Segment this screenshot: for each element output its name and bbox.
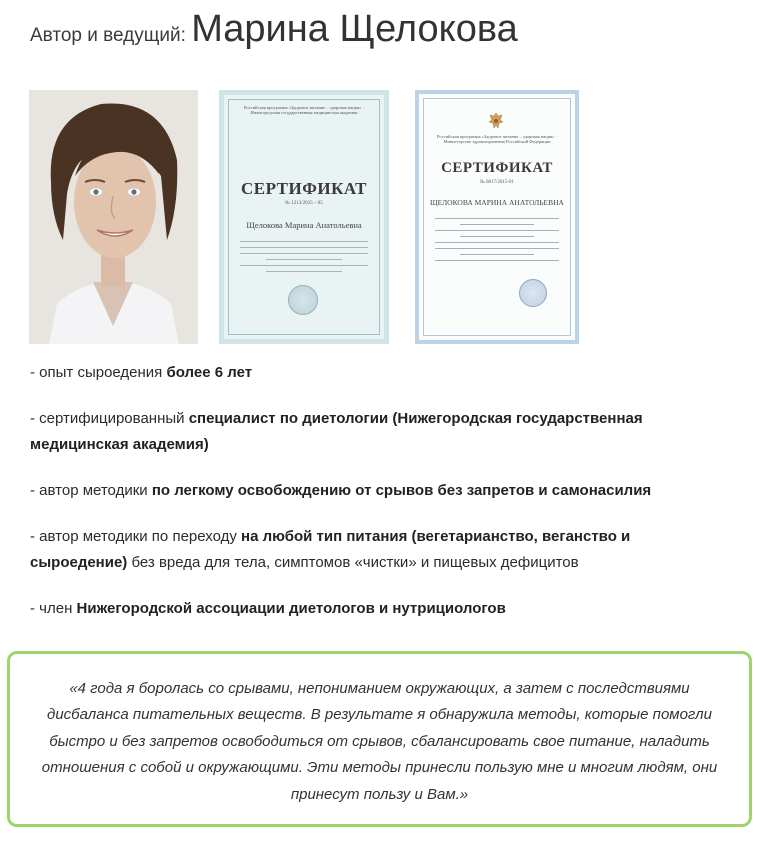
certificate-text-lines (240, 241, 368, 277)
certificate-1 (219, 90, 389, 344)
eagle-emblem-icon (488, 112, 504, 130)
bullet-text: без вреда для тела, симптомов «чистки» и пищевых дефицитов (127, 554, 579, 571)
bullet-bold: специалист по диетологии (Нижегородская государственная медицинская академия) (30, 410, 643, 453)
bullet-bold: Нижегородской ассоциации диетологов и нутрициологов (76, 600, 506, 617)
bullet-text: - член (30, 600, 77, 617)
bullet-text: - автор методики по переходу (30, 528, 242, 545)
certificate-holder: Щелокова Марина Анатольевна (246, 220, 362, 230)
page-header (30, 8, 518, 51)
list-item (30, 596, 730, 622)
author-name: Марина Щелокова (191, 8, 518, 50)
bullet-bold: на любой тип питания (вегетарианство, веганство и сыроедение) (30, 528, 631, 571)
certificate-number: № 1213/2015 – 05 (285, 201, 323, 206)
certificate-2 (415, 90, 579, 344)
list-item (30, 524, 690, 576)
certificate-holder: ЩЕЛОКОВА МАРИНА АНАТОЛЬЕВНА (430, 198, 564, 207)
certificate-header: Российская программа «Здоровое питание – здоровая нация» · Нижегородская государственная медицинская академия (244, 105, 364, 115)
portrait-illustration (29, 90, 198, 344)
author-label: Автор и ведущий: (30, 25, 192, 46)
quote-box (7, 651, 752, 827)
bullet-text: - сертифицированный (30, 410, 189, 427)
bullet-text: - автор методики (30, 482, 152, 499)
list-item (30, 406, 690, 458)
seal-icon (288, 285, 318, 315)
credentials-list (30, 360, 730, 622)
certificate-text-lines (435, 218, 559, 266)
list-item (30, 360, 730, 386)
bullet-text: - опыт сыроедения (30, 364, 167, 381)
bullet-bold: по легкому освобождению от срывов без запретов и самонасилия (151, 482, 652, 499)
bullet-bold: более 6 лет (166, 364, 253, 381)
quote-text: «4 года я боролась со срывами, непониманием окружающих, а затем с последствиями дисбаланса питательных веществ. В результате я обнаружила методы, которые помогли быстро и без запретов освободиться от срывов, сбалансировать свое питание, наладить отношения с собой и окружающими. Эти методы принесли пользую мне и многим людям, они принесут пользу и Вам.» (41, 680, 718, 803)
certificate-number: № 0817/2015-01 (479, 180, 515, 185)
certificate-title: СЕРТИФИКАТ (441, 160, 553, 176)
seal-icon (519, 279, 547, 307)
list-item (30, 478, 730, 504)
certificate-header: Российская программа «Здоровое питание – здоровая нация» · Министерство здравоохранения Российской Федерации (437, 134, 557, 144)
author-photo (29, 90, 198, 344)
certificate-title: СЕРТИФИКАТ (240, 179, 368, 198)
